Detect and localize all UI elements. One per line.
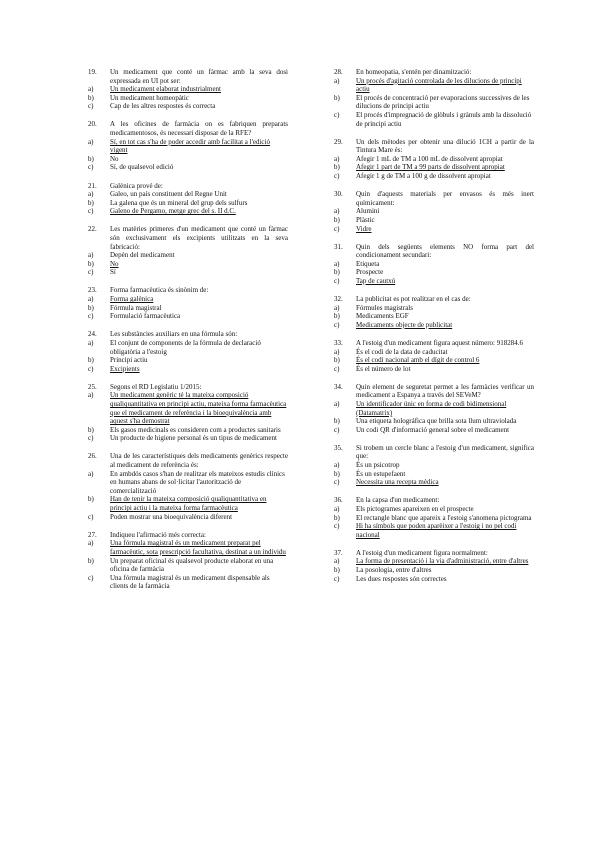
option-letter: c) xyxy=(88,434,94,443)
option-text: Poden mostrar una bioequivalència diferent xyxy=(110,512,233,521)
question-21 xyxy=(88,182,288,216)
question-number: 21. xyxy=(88,181,97,190)
option-text: Hi ha símbols que poden aparèixer a l'estoig i no pel codi nacional xyxy=(356,522,517,539)
question-number: 20. xyxy=(88,120,97,129)
option-letter: a) xyxy=(88,137,94,146)
option-letter: c) xyxy=(88,163,94,172)
option-text: Els pictogrames apareixen en el prospecte xyxy=(356,504,474,513)
question-31 xyxy=(334,243,534,286)
answer-option-correct xyxy=(334,77,534,94)
option-letter: c) xyxy=(334,522,340,531)
option-letter: b) xyxy=(334,268,340,277)
answer-option-correct xyxy=(334,356,534,365)
question-37 xyxy=(334,549,534,583)
option-letter: a) xyxy=(334,347,340,356)
answer-option-correct xyxy=(88,365,288,374)
option-text: Excipients xyxy=(110,364,140,373)
answer-option xyxy=(88,574,288,591)
option-text: Afegir 1 part de TM a 99 parts de dissolvent apropiat xyxy=(356,163,505,172)
answer-option xyxy=(88,356,288,365)
answer-option-correct xyxy=(334,400,534,417)
option-text: Els gasos medicinals es consideren com a productes sanitaris xyxy=(110,425,281,434)
option-text: Una etiqueta holográfica que brilla sota llum ultraviolada xyxy=(356,417,517,426)
question-number: 32. xyxy=(334,295,343,304)
option-letter: b) xyxy=(88,93,94,102)
answer-option xyxy=(334,417,534,426)
option-text: És el codi de la data de caducitat xyxy=(356,347,448,356)
question-number: 36. xyxy=(334,496,343,505)
question-27 xyxy=(88,531,288,591)
option-text: Una fórmula magistral és un medicament dispensable als clients de la farmàcia xyxy=(110,573,270,591)
question-text: A l'estoig d'un medicament figura normalment: xyxy=(356,548,488,557)
question-stem xyxy=(88,531,288,540)
question-number: 24. xyxy=(88,330,97,339)
question-stem xyxy=(334,383,534,400)
question-32 xyxy=(334,295,534,329)
question-24 xyxy=(88,330,288,373)
question-stem xyxy=(334,68,534,77)
option-letter: c) xyxy=(334,364,340,373)
answer-option xyxy=(334,207,534,216)
question-number: 33. xyxy=(334,338,343,347)
question-number: 31. xyxy=(334,242,343,251)
option-letter: a) xyxy=(334,303,340,312)
option-letter: c) xyxy=(334,276,340,285)
question-text: En homeopatia, s'entén per dinamització: xyxy=(356,68,472,76)
answer-option-correct xyxy=(88,207,288,216)
option-text: Galeo, un país constituent del Regne Unit xyxy=(110,190,227,199)
option-text: No xyxy=(110,259,119,268)
answer-option-correct xyxy=(334,163,534,172)
answer-option xyxy=(334,304,534,313)
option-letter: b) xyxy=(334,513,340,522)
answer-option xyxy=(88,102,288,111)
option-letter: a) xyxy=(334,400,340,408)
option-text: La galena que és un mineral del grup dels sulfurs xyxy=(110,198,248,207)
option-text: Necessita una recepta mèdica xyxy=(356,478,439,487)
answer-option-correct xyxy=(88,495,288,512)
question-stem xyxy=(88,68,288,85)
answer-option xyxy=(334,155,534,164)
option-text: No xyxy=(110,154,119,163)
question-number: 19. xyxy=(88,68,97,76)
option-text: Tap de cautxú xyxy=(356,276,396,285)
question-number: 26. xyxy=(88,452,97,461)
question-number: 28. xyxy=(334,68,343,76)
option-letter: b) xyxy=(88,154,94,163)
question-stem xyxy=(334,444,534,461)
question-text: Un dels mètodes per obtenir una dilució 1CH a partir de la Tintura Mare és: xyxy=(356,137,534,155)
question-number: 35. xyxy=(334,443,343,452)
answer-option xyxy=(88,426,288,435)
answer-option-correct xyxy=(334,522,534,539)
answer-option-correct xyxy=(334,225,534,234)
option-letter: a) xyxy=(88,539,94,548)
option-text: Les dues respostes són correctes xyxy=(356,574,447,583)
question-text: Les substàncies auxiliars en una fórmula són: xyxy=(110,330,238,339)
option-text: Alumini xyxy=(356,207,380,216)
question-34 xyxy=(334,383,534,435)
option-text: Plàstic xyxy=(356,215,375,224)
question-20 xyxy=(88,120,288,172)
option-letter: b) xyxy=(334,566,340,574)
question-30 xyxy=(334,190,534,233)
answer-option xyxy=(88,155,288,164)
question-number: 22. xyxy=(88,225,97,234)
left-column xyxy=(88,68,288,600)
option-letter: a) xyxy=(88,251,94,260)
question-stem xyxy=(88,120,288,137)
option-text: El conjunt de components de la fórmula de declaració obligatòria a l'estoig xyxy=(110,338,261,356)
option-letter: a) xyxy=(88,391,94,400)
question-text: Quin element de seguretat permet a les farmàcies verificar un medicament a Espanya a través del SEVeM? xyxy=(356,382,534,400)
answer-option xyxy=(334,365,534,374)
option-text: És el número de lot xyxy=(356,364,411,373)
answer-option xyxy=(88,163,288,172)
option-text: Sí xyxy=(110,268,116,277)
option-text: Depèn del medicament xyxy=(110,251,175,260)
question-stem xyxy=(88,182,288,191)
question-number: 29. xyxy=(334,137,343,146)
option-letter: c) xyxy=(88,573,94,582)
option-letter: a) xyxy=(334,154,340,163)
question-stem xyxy=(334,243,534,260)
option-text: Han de tenir la mateixa composició qualiquantitativa en principi actiu i la mateixa forma farmacèutica xyxy=(110,495,267,513)
question-stem xyxy=(334,496,534,505)
question-text: La publicitat es pot realitzar en el cas de: xyxy=(356,295,471,304)
answer-option xyxy=(334,514,534,523)
question-text: Segons el RD Legislatiu 1/2015: xyxy=(110,382,202,391)
answer-option xyxy=(334,470,534,479)
option-letter: c) xyxy=(334,425,340,434)
option-letter: b) xyxy=(334,215,340,224)
question-number: 34. xyxy=(334,382,343,391)
option-letter: c) xyxy=(88,207,94,216)
question-25 xyxy=(88,383,288,443)
question-19 xyxy=(88,68,288,111)
question-stem xyxy=(334,549,534,558)
question-36 xyxy=(334,496,534,539)
option-letter: a) xyxy=(88,295,94,304)
question-stem xyxy=(334,190,534,207)
option-letter: b) xyxy=(88,556,94,565)
option-letter: b) xyxy=(88,198,94,207)
option-letter: b) xyxy=(88,259,94,268)
option-letter: a) xyxy=(334,461,340,470)
option-letter: a) xyxy=(88,469,94,478)
question-text: Un medicament que conté un fàrmac amb la seva dosi expressada en UI pot ser: xyxy=(110,68,288,85)
option-letter: c) xyxy=(88,312,94,321)
answer-option xyxy=(88,94,288,103)
question-text: Galènica prové de: xyxy=(110,181,163,190)
answer-option xyxy=(88,339,288,356)
question-text: A les oficines de farmàcia on es fabriquen preparats medicamentosos, és necessari disposar de la RFE? xyxy=(110,120,288,138)
answer-option-correct xyxy=(334,277,534,286)
option-letter: c) xyxy=(334,172,340,181)
question-stem xyxy=(334,295,534,304)
option-text: Vidre xyxy=(356,224,372,233)
answer-option xyxy=(334,111,534,128)
answer-option-correct xyxy=(88,260,288,269)
option-letter: c) xyxy=(334,224,340,233)
question-text: Forma farmacèutica és sinònim de: xyxy=(110,286,209,295)
answer-option xyxy=(334,268,534,277)
option-text: Un identificador únic en forma de codi bidimensional (Datamatrix) xyxy=(356,400,507,417)
option-text: Fórmules magistrals xyxy=(356,303,413,312)
option-letter: a) xyxy=(334,259,340,268)
option-letter: a) xyxy=(334,76,340,85)
option-text: La posologia, entre d'altres xyxy=(356,566,432,574)
question-number: 27. xyxy=(88,530,97,539)
option-text: Etiqueta xyxy=(356,259,380,268)
option-letter: c) xyxy=(88,268,94,277)
answer-option xyxy=(88,199,288,208)
option-letter: c) xyxy=(88,364,94,373)
option-text: Un procés d'agitació controlada de les dilucions de principi actiu xyxy=(356,76,522,94)
answer-option xyxy=(334,172,534,181)
question-28 xyxy=(334,68,534,128)
option-text: És el codi nacional amb el dígit de control 6 xyxy=(356,356,480,365)
option-text: Medicaments objecte de publicitat xyxy=(356,320,453,329)
answer-option-correct xyxy=(88,295,288,304)
question-35 xyxy=(334,444,534,487)
answer-option xyxy=(88,251,288,260)
option-letter: a) xyxy=(88,338,94,347)
option-letter: b) xyxy=(334,312,340,321)
option-text: Un medicament genèric té la mateixa composició qualiquantitativa en principi actiu, mateixa forma farmacèutica que el medicament de referència i la bioequivalència amb aquest s'ha demostrat xyxy=(110,391,287,426)
question-text: Quin dels següents elements NO forma part del condicionament secundari: xyxy=(356,242,534,260)
right-column xyxy=(334,68,534,593)
answer-option-correct xyxy=(88,85,288,94)
answer-option xyxy=(334,348,534,357)
answer-option-correct xyxy=(88,391,288,425)
option-letter: c) xyxy=(334,574,340,583)
option-letter: b) xyxy=(88,356,94,365)
answer-option xyxy=(334,575,534,584)
option-letter: a) xyxy=(334,207,340,216)
question-stem xyxy=(88,286,288,295)
question-29 xyxy=(334,138,534,181)
option-letter: b) xyxy=(334,417,340,426)
option-text: Afegir 1 mL de TM a 100 mL de dissolvent apropiat xyxy=(356,154,503,163)
option-text: Fórmula magistral xyxy=(110,303,162,312)
option-letter: b) xyxy=(88,495,94,504)
option-text: Sí, en tot cas s'ha de poder accedir amb facilitat a l'edició vigent xyxy=(110,137,270,155)
option-letter: a) xyxy=(88,190,94,199)
answer-option-correct xyxy=(88,138,288,155)
answer-option xyxy=(88,557,288,574)
option-letter: c) xyxy=(88,102,94,111)
question-stem xyxy=(334,339,534,348)
answer-option xyxy=(88,268,288,277)
option-text: Afegir 1 g de TM a 100 g de dissolvent apropiat xyxy=(356,172,491,181)
option-letter: c) xyxy=(334,110,340,119)
question-number: 30. xyxy=(334,190,343,199)
question-stem xyxy=(88,330,288,339)
answer-option xyxy=(88,190,288,199)
option-text: Galeno de Pergamo, metge grec del s. II d.C. xyxy=(110,207,236,216)
question-text: En la capsa d'un medicament: xyxy=(356,496,440,505)
option-letter: c) xyxy=(88,512,94,521)
answer-option xyxy=(334,566,534,575)
question-text: Les matèries primeres d'un medicament que conté un fàrmac són exclusivament els excipients utilitzats en la seva fabricació: xyxy=(110,225,288,251)
answer-option xyxy=(88,470,288,496)
option-text: Prospecte xyxy=(356,268,384,277)
option-letter: b) xyxy=(334,469,340,478)
question-number: 37. xyxy=(334,548,343,557)
answer-option xyxy=(334,260,534,269)
answer-option xyxy=(334,426,534,435)
option-text: Medicaments EGF xyxy=(356,312,409,321)
answer-option xyxy=(334,312,534,321)
answer-option xyxy=(334,461,534,470)
option-letter: c) xyxy=(334,320,340,329)
option-text: El rectangle blanc que apareix a l'estoig s'anomena pictograma xyxy=(356,513,532,522)
option-letter: b) xyxy=(334,356,340,365)
option-text: En ambdós casos s'han de realitzar els mateixos estudis clínics en humans abans de sol·licitar l'autorització de comercialització xyxy=(110,469,285,495)
option-text: Un medicament homeopàtic xyxy=(110,93,189,102)
option-text: Cap de les altres respostes és correcta xyxy=(110,102,216,111)
answer-option xyxy=(88,304,288,313)
option-text: És un psicotrop xyxy=(356,461,400,470)
option-letter: b) xyxy=(88,425,94,434)
question-text: Indiqueu l'afirmació més correcta: xyxy=(110,530,206,539)
option-text: Un medicament elaborat industrialment xyxy=(110,85,221,94)
question-number: 25. xyxy=(88,382,97,391)
question-22 xyxy=(88,225,288,277)
question-stem xyxy=(88,452,288,469)
option-text: El procés de concentració per evaporacions successives de les dilucions de principi actiu xyxy=(356,93,530,111)
answer-option xyxy=(88,312,288,321)
option-text: Sí, de qualsevol edició xyxy=(110,163,174,172)
option-text: Un preparat oficinal és qualsevol producte elaborat en una oficina de farmàcia xyxy=(110,556,274,574)
option-letter: a) xyxy=(334,504,340,513)
question-text: A l'estoig d'un medicament figura aquest número: 918284.6 xyxy=(356,338,523,347)
option-text: És un estupefaent xyxy=(356,469,406,478)
question-stem xyxy=(334,138,534,155)
option-letter: b) xyxy=(334,93,340,102)
option-letter: c) xyxy=(334,478,340,487)
answer-option-correct xyxy=(334,557,534,566)
answer-option-correct xyxy=(334,321,534,330)
option-text: Formulació farmacèutica xyxy=(110,312,181,321)
answer-option xyxy=(88,434,288,443)
question-text: Quin d'aquests materials per envasos és més inert químicament: xyxy=(356,190,534,207)
answer-option xyxy=(334,94,534,111)
question-number: 23. xyxy=(88,286,97,295)
option-letter: a) xyxy=(334,557,340,566)
question-26 xyxy=(88,452,288,521)
question-text: Si trobem un cercle blanc a l'estoig d'un medicament, significa que: xyxy=(356,443,534,461)
option-text: Un producte de higiene personal és un tipus de medicament xyxy=(110,434,277,443)
question-stem xyxy=(88,383,288,392)
option-text: Un codi QR d'informació general sobre el medicament xyxy=(356,425,510,434)
answer-option xyxy=(88,513,288,522)
answer-option-correct xyxy=(88,539,288,556)
question-33 xyxy=(334,339,534,373)
option-text: El procés d'impregnació de glòbuls i grànuls amb la dissolució de principi actiu xyxy=(356,110,532,128)
answer-option xyxy=(334,505,534,514)
option-text: La forma de presentació i la via d'administració, entre d'altres xyxy=(356,557,529,566)
option-text: Una fórmula magistral és un medicament preparat pel farmacèutic, sota prescripció facultativa, destinat a un individu xyxy=(110,539,286,556)
option-letter: b) xyxy=(334,163,340,172)
option-text: Principi actiu xyxy=(110,356,148,365)
question-stem xyxy=(88,225,288,251)
answer-option xyxy=(334,216,534,225)
option-text: Forma galènica xyxy=(110,295,154,304)
question-text: Una de les característiques dels medicaments genèrics respecte al medicament de referència és: xyxy=(110,452,288,470)
option-letter: b) xyxy=(88,303,94,312)
option-letter: a) xyxy=(88,85,94,94)
answer-option-correct xyxy=(334,478,534,487)
question-23 xyxy=(88,286,288,320)
